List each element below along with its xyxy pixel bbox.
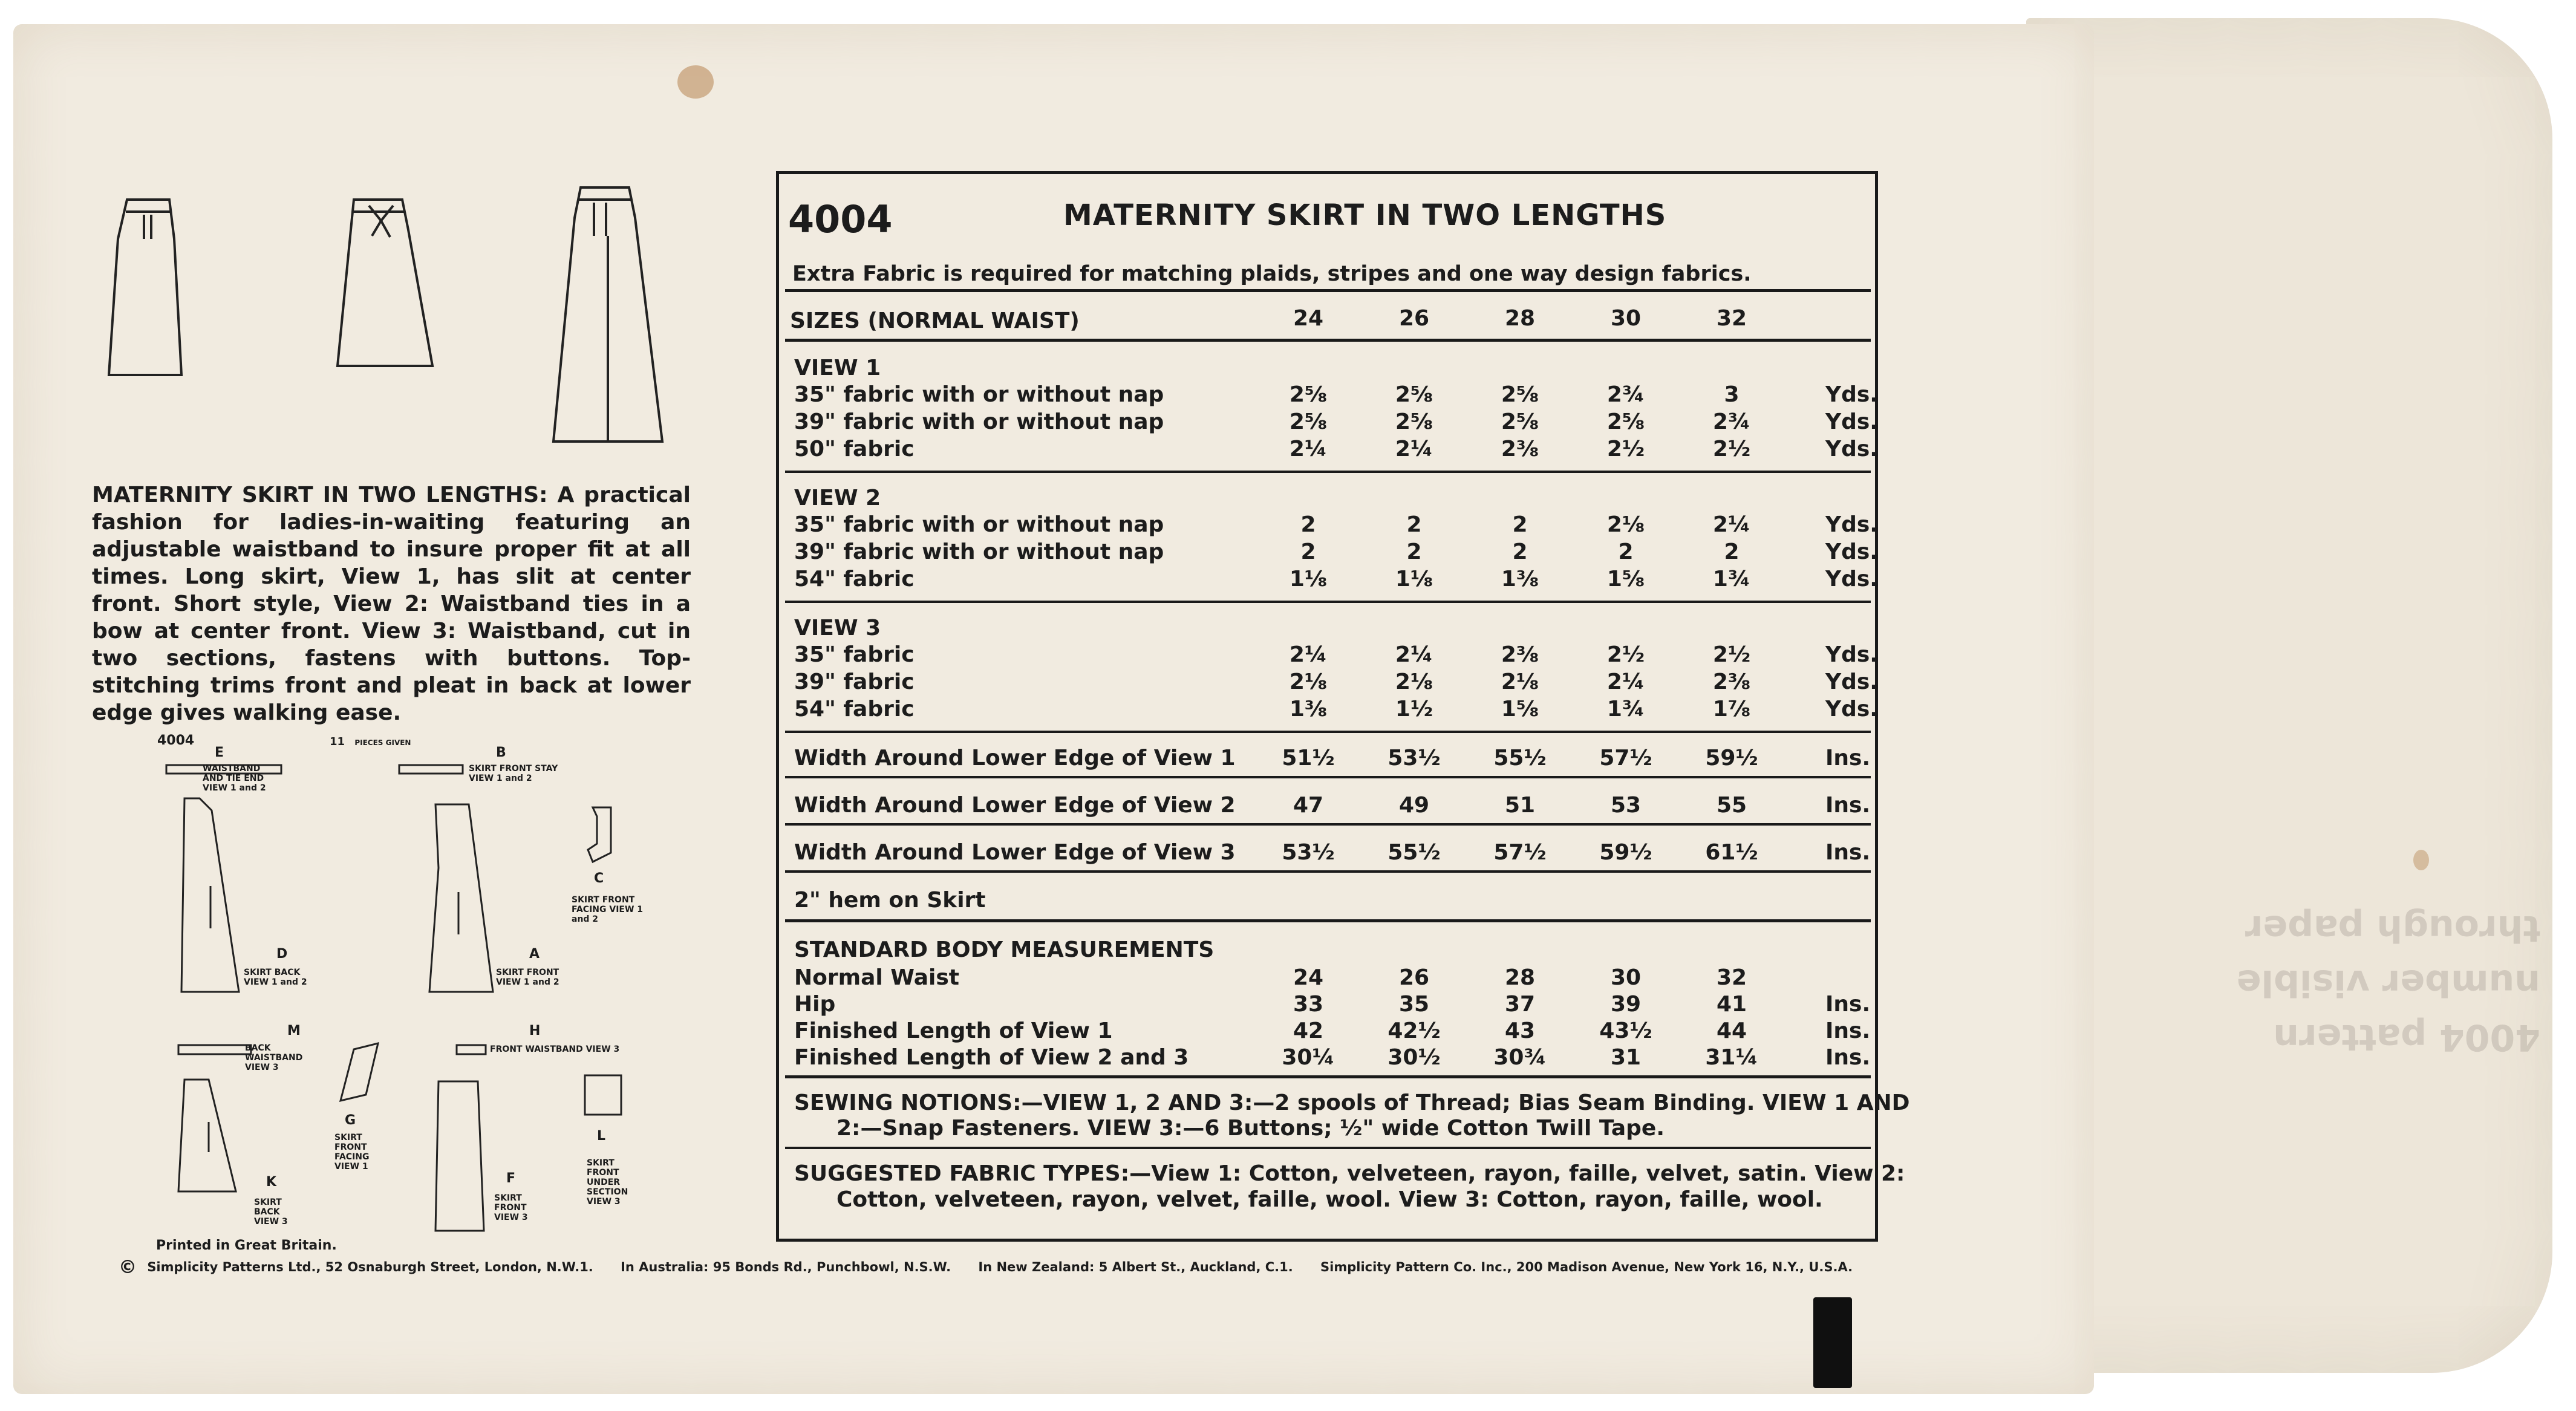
width-row-value: 55½ bbox=[1387, 840, 1441, 865]
yardage-row-value: 2 bbox=[1406, 512, 1422, 537]
width-row-value: 53½ bbox=[1282, 840, 1335, 865]
measurement-row-value: 24 bbox=[1293, 965, 1324, 990]
piece-l-text: SKIRT FRONT UNDER SECTION VIEW 3 bbox=[587, 1158, 628, 1207]
width-row-value: 57½ bbox=[1599, 746, 1652, 771]
yardage-row-value: 2⅝ bbox=[1289, 409, 1328, 434]
piece-d-text: SKIRT BACK VIEW 1 and 2 bbox=[244, 968, 307, 987]
rule bbox=[785, 776, 1871, 778]
piece-a-shape bbox=[429, 804, 493, 992]
yardage-row-value: 2⅝ bbox=[1395, 382, 1433, 407]
width-row-value: 51½ bbox=[1282, 746, 1335, 771]
view-heading: VIEW 1 bbox=[794, 356, 881, 380]
footer-usa-address: Simplicity Pattern Co. Inc., 200 Madison Avenue, New York 16, N.Y., U.S.A. bbox=[1320, 1260, 1853, 1274]
yardage-row-value: 1⅜ bbox=[1289, 697, 1328, 722]
piece-f-text: SKIRT FRONT VIEW 3 bbox=[494, 1193, 528, 1222]
view-sketches bbox=[97, 181, 690, 454]
width-row-value: 55 bbox=[1716, 793, 1747, 818]
width-row-value: 53½ bbox=[1387, 746, 1441, 771]
measurement-row-unit: Ins. bbox=[1825, 1018, 1871, 1043]
rule bbox=[785, 601, 1871, 603]
piece-m-letter: M bbox=[287, 1023, 301, 1038]
measurement-row-value: 43½ bbox=[1599, 1018, 1652, 1043]
yardage-row-value: 2¼ bbox=[1606, 670, 1645, 694]
yardage-row-value: 2⅝ bbox=[1606, 409, 1645, 434]
hem-note: 2" hem on Skirt bbox=[794, 888, 986, 913]
measurement-row-value: 26 bbox=[1398, 965, 1430, 990]
rule bbox=[785, 731, 1871, 733]
footer-australia-address: In Australia: 95 Bonds Rd., Punchbowl, N.S.W. bbox=[621, 1260, 951, 1274]
flap-ghost-text: 4004 pattern number visible through paper bbox=[2236, 907, 2540, 1058]
piece-g-shape bbox=[341, 1043, 378, 1101]
description-body: A practical fashion for ladies-in-waiting featuring an adjustable waistband to insure proper fit at all times. Long skirt, View 1, has slit at center front. Short style, View 2: Waistband ties in a bow at center front. View 3: Waistband, cut in two sections, fastens with buttons. Top-stitching trims front and pleat in back at lower edge gives walking ease. bbox=[92, 483, 691, 725]
yardage-row-unit: Yds. bbox=[1825, 512, 1878, 537]
yardage-chart bbox=[776, 171, 1910, 1242]
fabric-types-line-1: SUGGESTED FABRIC TYPES:—View 1: Cotton, velveteen, rayon, faille, velvet, satin. View 2: bbox=[794, 1161, 1905, 1186]
rule bbox=[785, 471, 1871, 473]
yardage-row-value: 2⅝ bbox=[1289, 382, 1328, 407]
body-measurements-heading: STANDARD BODY MEASUREMENTS bbox=[794, 937, 1215, 962]
yardage-row-value: 2¼ bbox=[1289, 437, 1328, 461]
yardage-row-value: 1⅝ bbox=[1606, 567, 1645, 591]
chart-title: MATERNITY SKIRT IN TWO LENGTHS bbox=[1063, 198, 1667, 232]
piece-g-text: SKIRT FRONT FACING VIEW 1 bbox=[334, 1133, 370, 1171]
width-row-label: Width Around Lower Edge of View 3 bbox=[794, 840, 1236, 865]
yardage-row-value: 1¾ bbox=[1606, 697, 1645, 722]
measurement-row-label: Hip bbox=[794, 992, 836, 1017]
rule bbox=[785, 823, 1871, 826]
piece-f-shape bbox=[435, 1081, 484, 1231]
black-bar-mark bbox=[1813, 1297, 1852, 1388]
yardage-row-value: 2⅛ bbox=[1289, 670, 1328, 694]
yardage-row-label: 39" fabric with or without nap bbox=[794, 409, 1164, 434]
piece-a-text: SKIRT FRONT VIEW 1 and 2 bbox=[496, 968, 559, 987]
measurement-row-label: Normal Waist bbox=[794, 965, 959, 990]
pieces-count-label: PIECES GIVEN bbox=[354, 738, 411, 747]
measurement-row-value: 30 bbox=[1610, 965, 1642, 990]
yardage-row-unit: Yds. bbox=[1825, 697, 1878, 722]
measurement-row-value: 42½ bbox=[1387, 1018, 1441, 1043]
garment-description bbox=[92, 481, 691, 726]
width-row-value: 59½ bbox=[1705, 746, 1758, 771]
yardage-row-value: 2½ bbox=[1712, 642, 1751, 667]
measurement-row-value: 30½ bbox=[1387, 1045, 1441, 1070]
sketch-view-1 bbox=[553, 187, 662, 442]
piece-a-letter: A bbox=[529, 947, 540, 962]
piece-l-shape bbox=[585, 1075, 621, 1115]
piece-l-letter: L bbox=[597, 1129, 606, 1144]
description-lead: MATERNITY SKIRT IN TWO LENGTHS: bbox=[92, 483, 548, 507]
yardage-row-label: 39" fabric with or without nap bbox=[794, 539, 1164, 564]
publisher-footer bbox=[119, 1257, 1876, 1278]
yardage-row-unit: Yds. bbox=[1825, 642, 1878, 667]
size-header: 30 bbox=[1610, 306, 1642, 331]
printed-in-note: Printed in Great Britain. bbox=[156, 1238, 337, 1253]
yardage-row-value: 2 bbox=[1406, 539, 1422, 564]
yardage-row-unit: Yds. bbox=[1825, 437, 1878, 461]
stain-mark bbox=[677, 65, 714, 99]
copyright-symbol: © bbox=[119, 1257, 137, 1278]
yardage-row-value: 2⅜ bbox=[1501, 642, 1539, 667]
piece-d-letter: D bbox=[276, 947, 288, 962]
piece-c-text: SKIRT FRONT FACING VIEW 1 and 2 bbox=[572, 895, 644, 924]
sewing-notions-line-2: 2:—Snap Fasteners. VIEW 3:—6 Buttons; ½" wide Cotton Twill Tape. bbox=[836, 1116, 1665, 1141]
yardage-row-value: 2⅜ bbox=[1501, 437, 1539, 461]
fabric-types-line-2: Cotton, velveteen, rayon, velvet, faille, wool. View 3: Cotton, rayon, faille, wool. bbox=[836, 1187, 1823, 1212]
yardage-row-value: 2⅝ bbox=[1501, 382, 1539, 407]
view-heading: VIEW 3 bbox=[794, 616, 881, 640]
yardage-row-value: 1⅛ bbox=[1395, 567, 1433, 591]
piece-k-shape bbox=[178, 1080, 236, 1191]
yardage-row-unit: Yds. bbox=[1825, 382, 1878, 407]
sizes-label: SIZES (NORMAL WAIST) bbox=[790, 308, 1080, 333]
width-row-label: Width Around Lower Edge of View 1 bbox=[794, 746, 1236, 771]
yardage-row-value: 1¾ bbox=[1712, 567, 1751, 591]
measurement-row-value: 42 bbox=[1293, 1018, 1324, 1043]
measurement-row-unit: Ins. bbox=[1825, 992, 1871, 1017]
rule bbox=[785, 339, 1871, 342]
piece-b-letter: B bbox=[496, 745, 506, 760]
footer-nz-address: In New Zealand: 5 Albert St., Auckland, C.1. bbox=[978, 1260, 1293, 1274]
yardage-row-value: 2 bbox=[1512, 512, 1528, 537]
measurement-row-value: 44 bbox=[1716, 1018, 1747, 1043]
extra-fabric-note: Extra Fabric is required for matching plaids, stripes and one way design fabrics. bbox=[792, 262, 1752, 286]
size-header: 32 bbox=[1716, 306, 1747, 331]
rule bbox=[785, 1075, 1871, 1078]
yardage-row-value: 2⅝ bbox=[1395, 409, 1433, 434]
piece-h-shape bbox=[457, 1045, 486, 1054]
width-row-value: 57½ bbox=[1493, 840, 1547, 865]
rule bbox=[785, 919, 1871, 922]
piece-f-letter: F bbox=[506, 1171, 516, 1186]
yardage-row-label: 35" fabric with or without nap bbox=[794, 382, 1164, 407]
yardage-row-label: 54" fabric bbox=[794, 697, 915, 722]
yardage-row-value: 2⅛ bbox=[1395, 670, 1433, 694]
measurement-row-value: 31 bbox=[1610, 1045, 1642, 1070]
yardage-row-value: 2⅛ bbox=[1606, 512, 1645, 537]
yardage-row-value: 2½ bbox=[1712, 437, 1751, 461]
yardage-row-value: 2¾ bbox=[1606, 382, 1645, 407]
width-row-unit: Ins. bbox=[1825, 840, 1871, 865]
yardage-row-label: 35" fabric with or without nap bbox=[794, 512, 1164, 537]
yardage-row-value: 1⅞ bbox=[1712, 697, 1751, 722]
measurement-row-label: Finished Length of View 1 bbox=[794, 1018, 1113, 1043]
yardage-row-value: 2¼ bbox=[1395, 437, 1433, 461]
piece-b-text: SKIRT FRONT STAY VIEW 1 and 2 bbox=[469, 764, 558, 783]
piece-c-shape bbox=[588, 807, 611, 862]
piece-g-letter: G bbox=[345, 1113, 356, 1128]
size-header: 24 bbox=[1293, 306, 1324, 331]
yardage-row-value: 1⅜ bbox=[1501, 567, 1539, 591]
yardage-row-value: 1½ bbox=[1395, 697, 1433, 722]
measurement-row-value: 39 bbox=[1610, 992, 1642, 1017]
yardage-row-unit: Yds. bbox=[1825, 539, 1878, 564]
view-heading: VIEW 2 bbox=[794, 486, 881, 510]
yardage-row-value: 2¾ bbox=[1712, 409, 1751, 434]
measurement-row-unit: Ins. bbox=[1825, 1045, 1871, 1070]
measurement-row-value: 33 bbox=[1293, 992, 1324, 1017]
yardage-row-value: 2 bbox=[1724, 539, 1740, 564]
piece-e-text: WAISTBAND AND TIE END VIEW 1 and 2 bbox=[203, 764, 266, 793]
yardage-row-value: 2¼ bbox=[1289, 642, 1328, 667]
piece-m-shape bbox=[178, 1045, 251, 1054]
width-row-value: 59½ bbox=[1599, 840, 1652, 865]
yardage-row-value: 1⅛ bbox=[1289, 567, 1328, 591]
measurement-row-value: 30¾ bbox=[1493, 1045, 1547, 1070]
yardage-row-unit: Yds. bbox=[1825, 567, 1878, 591]
width-row-value: 55½ bbox=[1493, 746, 1547, 771]
yardage-row-value: 2¼ bbox=[1712, 512, 1751, 537]
measurement-row-value: 43 bbox=[1504, 1018, 1536, 1043]
yardage-row-unit: Yds. bbox=[1825, 409, 1878, 434]
piece-e-letter: E bbox=[215, 745, 224, 760]
size-header: 26 bbox=[1398, 306, 1430, 331]
width-row-label: Width Around Lower Edge of View 2 bbox=[794, 793, 1236, 818]
yardage-row-value: 2 bbox=[1300, 539, 1316, 564]
yardage-row-value: 1⅝ bbox=[1501, 697, 1539, 722]
rule bbox=[785, 1147, 1871, 1149]
width-row-value: 53 bbox=[1610, 793, 1642, 818]
piece-h-text: FRONT WAISTBAND VIEW 3 bbox=[490, 1044, 620, 1054]
width-row-unit: Ins. bbox=[1825, 793, 1871, 818]
piece-k-text: SKIRT BACK VIEW 3 bbox=[254, 1198, 288, 1227]
rule bbox=[785, 870, 1871, 873]
piece-h-letter: H bbox=[529, 1023, 541, 1038]
yardage-row-value: 2 bbox=[1512, 539, 1528, 564]
yardage-row-value: 2 bbox=[1618, 539, 1634, 564]
yardage-row-label: 50" fabric bbox=[794, 437, 915, 461]
yardage-row-value: 2 bbox=[1300, 512, 1316, 537]
measurement-row-label: Finished Length of View 2 and 3 bbox=[794, 1045, 1189, 1070]
sewing-notions-line-1: SEWING NOTIONS:—VIEW 1, 2 AND 3:—2 spools of Thread; Bias Seam Binding. VIEW 1 AND bbox=[794, 1090, 1910, 1115]
size-header: 28 bbox=[1504, 306, 1536, 331]
measurement-row-value: 31¼ bbox=[1705, 1045, 1758, 1070]
pieces-diagram bbox=[148, 729, 693, 1243]
yardage-row-value: 2½ bbox=[1606, 437, 1645, 461]
yardage-row-label: 39" fabric bbox=[794, 670, 915, 694]
footer-uk-address: Simplicity Patterns Ltd., 52 Osnaburgh Street, London, N.W.1. bbox=[147, 1260, 593, 1274]
width-row-value: 47 bbox=[1293, 793, 1324, 818]
yardage-row-value: 2¼ bbox=[1395, 642, 1433, 667]
yardage-row-label: 54" fabric bbox=[794, 567, 915, 591]
width-row-unit: Ins. bbox=[1825, 746, 1871, 771]
yardage-row-value: 2⅝ bbox=[1501, 409, 1539, 434]
measurement-row-value: 37 bbox=[1504, 992, 1536, 1017]
width-row-value: 49 bbox=[1398, 793, 1430, 818]
rule bbox=[785, 289, 1871, 292]
sketch-view-2 bbox=[109, 200, 181, 375]
piece-c-letter: C bbox=[594, 871, 604, 886]
yardage-row-value: 2⅛ bbox=[1501, 670, 1539, 694]
yardage-row-label: 35" fabric bbox=[794, 642, 915, 667]
pieces-count-number: 11 bbox=[330, 735, 345, 748]
pieces-pattern-number: 4004 bbox=[157, 733, 195, 748]
sketch-view-3 bbox=[337, 200, 432, 366]
piece-k-letter: K bbox=[266, 1175, 277, 1190]
yardage-row-value: 2⅜ bbox=[1712, 670, 1751, 694]
measurement-row-value: 35 bbox=[1398, 992, 1430, 1017]
piece-m-text: BACK WAISTBAND VIEW 3 bbox=[245, 1043, 303, 1072]
yardage-row-value: 2½ bbox=[1606, 642, 1645, 667]
yardage-row-value: 3 bbox=[1724, 382, 1740, 407]
yardage-row-unit: Yds. bbox=[1825, 670, 1878, 694]
width-row-value: 61½ bbox=[1705, 840, 1758, 865]
measurement-row-value: 41 bbox=[1716, 992, 1747, 1017]
pattern-number: 4004 bbox=[788, 197, 893, 241]
width-row-value: 51 bbox=[1504, 793, 1536, 818]
measurement-row-value: 32 bbox=[1716, 965, 1747, 990]
measurement-row-value: 30¼ bbox=[1282, 1045, 1335, 1070]
measurement-row-value: 28 bbox=[1504, 965, 1536, 990]
piece-b-shape bbox=[399, 765, 463, 774]
